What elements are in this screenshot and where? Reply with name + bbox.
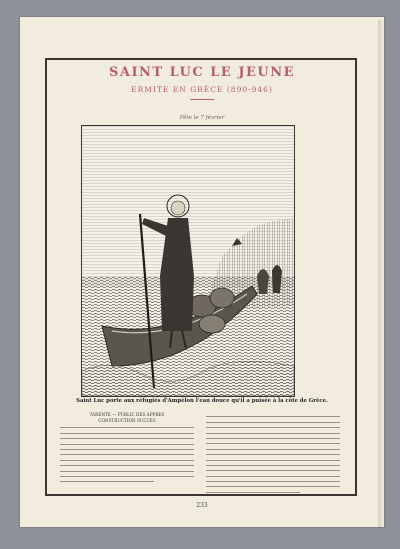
feast-date: Fête le 7 février [179,115,225,121]
text-line [206,438,340,439]
text-line [206,492,300,493]
column-heading-line-1: TARENTE — PUBLIC DES APPRES [89,412,165,417]
page-title: SAINT LUC LE JEUNE [108,65,296,80]
text-line [60,433,194,434]
text-line [60,438,194,439]
shore-figure [257,269,269,294]
page-shadow [378,20,384,528]
illustration-caption: Saint Luc porte aux réfugiés d'Ampélon l'eau douce qu'il a puisée à la côte de Grèce. [76,398,328,404]
text-line [206,433,340,434]
text-line [60,444,194,445]
column-heading-line-2: CONSTRUCTION SUCCES [98,417,156,423]
page-number: 233 [196,502,208,509]
page-sheet [20,17,384,527]
text-line [206,460,340,461]
text-line [60,449,194,450]
text-column-left [60,412,194,492]
text-line [206,476,340,477]
text-line [60,427,194,428]
engraving-illustration [81,125,295,397]
column-heading [60,412,194,423]
text-column-right [206,412,340,492]
text-line [206,454,340,455]
text-line [60,465,194,466]
text-line [206,427,340,428]
text-line [206,481,340,482]
saint-head [171,201,185,215]
water-jar [199,315,225,333]
text-line [206,449,340,450]
text-line [60,460,194,461]
text-line [206,465,340,466]
text-line [206,416,340,417]
text-line [206,443,340,444]
text-line [60,471,194,472]
text-line [206,470,340,471]
title-rule [190,99,214,100]
text-line [60,454,194,455]
text-line [206,422,340,423]
text-line [60,481,154,482]
water-jar [210,288,234,308]
engraving-svg [82,126,294,396]
text-line [60,476,194,477]
page-subtitle: ERMITE EN GRÈCE (890-946) [131,85,273,94]
text-line [206,486,340,487]
